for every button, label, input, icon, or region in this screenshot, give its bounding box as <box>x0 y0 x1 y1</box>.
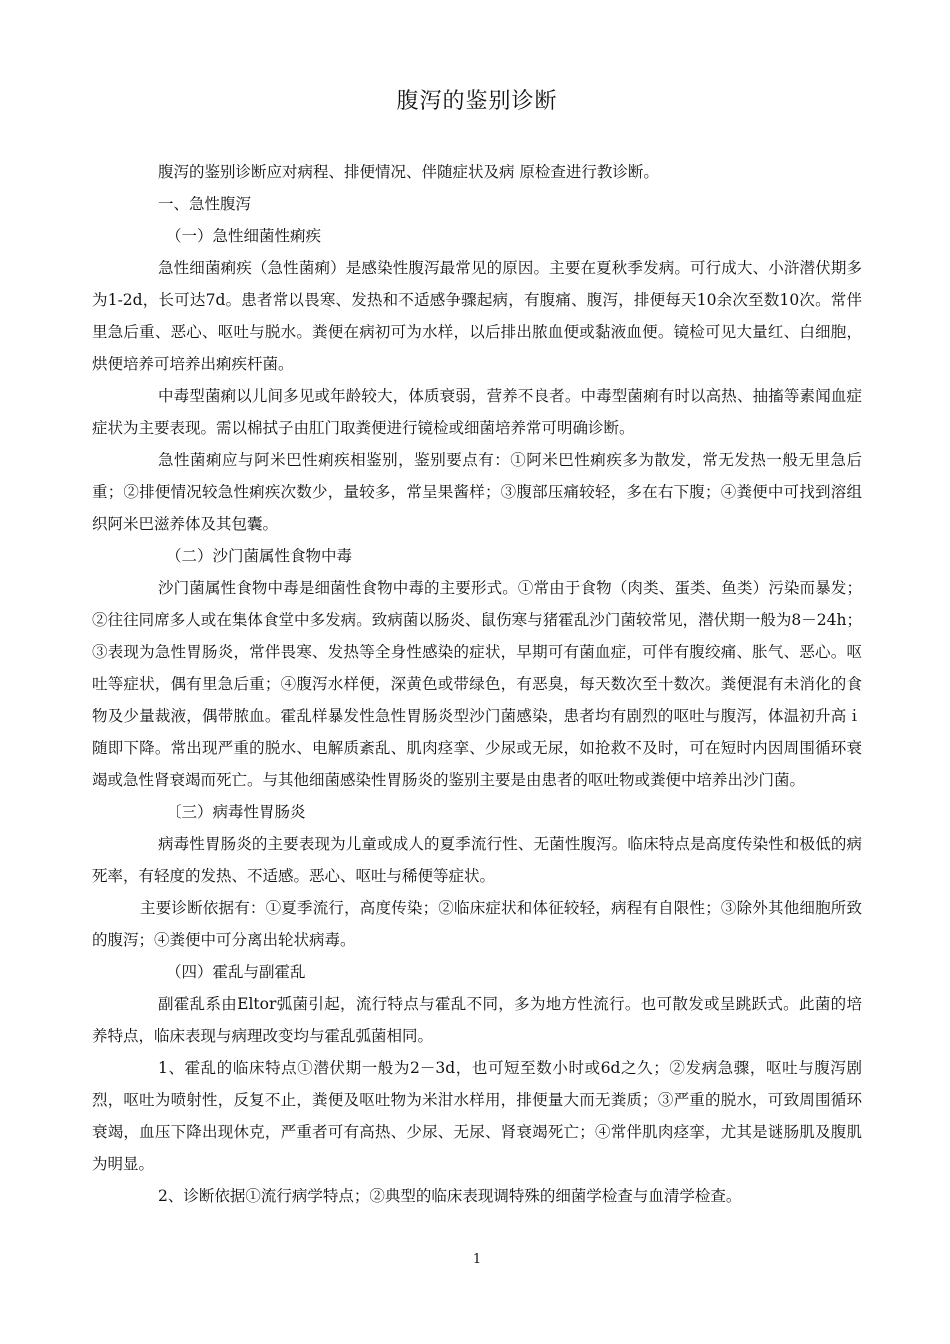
body-paragraph: 急性细菌痢疾（急性菌痢）是感染性腹泻最常见的原因。主要在夏秋季发病。可行成大、小浒潜伏期多为1-2d，长可达7d。患者常以畏寒、发热和不适感争骤起病，有腹痛、腹泻，排便每天10余次至数10次。常伴里急后重、恶心、呕吐与脱水。粪便在病初可为水样，以后排出脓血便或黏液血便。镜检可见大量红、白细胞，烘便培养可培养出痢疾杆菌。 <box>92 259 862 373</box>
subsection-heading-bacillary-dysentery: （一）急性细菌性痢疾 <box>166 227 322 245</box>
body-paragraph: 副霍乱系由Eltor弧菌引起，流行特点与霍乱不同，多为地方性流行。也可散发或呈跳跃式。此菌的培养特点，临床表现与病理改变均与霍乱弧菌相同。 <box>92 995 862 1045</box>
document-page <box>92 0 862 1344</box>
section-heading-acute-diarrhea: 一、急性腹泻 <box>158 195 252 213</box>
page-number: 1 <box>472 1252 482 1267</box>
body-paragraph: 主要诊断依据有：①夏季流行，高度传染；②临床症状和体征较轻，病程有自限性；③除外其他细胞所致的腹泻；④粪便中可分离出轮状病毒。 <box>92 899 862 949</box>
body-paragraph: 中毒型菌痢以儿间多见或年龄较大，体质衰弱，营养不良者。中毒型菌痢有时以高热、抽搐等素闻血症症状为主要表现。需以棉拭子由肛门取粪便进行镜检或细菌培养常可明确诊断。 <box>92 387 862 437</box>
body-paragraph: 2、诊断依据①流行病学特点；②典型的临床表现调特殊的细菌学检查与血清学检查。 <box>158 1187 742 1205</box>
body-paragraph: 沙门菌属性食物中毒是细菌性食物中毒的主要形式。①常由于食物（肉类、蛋类、鱼类）污染而暴发；②往往同席多人或在集体食堂中多发病。致病菌以肠炎、鼠伤寒与猪霍乱沙门菌较常见，潜伏期一般为8－24h；③表现为急性胃肠炎，常伴畏寒、发热等全身性感染的症状，早期可有菌血症，可伴有腹绞痛、胀气、恶心。呕吐等症状，偶有里急后重；④腹泻水样便，深黄色或带绿色，有恶臭，每天数次至十数次。粪便混有未消化的食物及少量裁液，偶带脓血。霍乱样暴发性急性胃肠炎型沙门菌感染，患者均有剧烈的呕吐与腹泻，体温初升高ｉ随即下降。常出现严重的脱水、电解质紊乱、肌肉痉挛、少尿或无尿，如抢救不及时，可在短时内因周围循环衰竭或急性肾衰竭而死亡。与其他细菌感染性胃肠炎的鉴别主要是由患者的呕吐物或粪便中培养出沙门菌。 <box>92 579 862 789</box>
body-paragraph: 1、霍乱的临床特点①潜伏期一般为2－3d，也可短至数小时或6d之久；②发病急骤，呕吐与腹泻剧烈，呕吐为喷射性，反复不止，粪便及呕吐物为米泔水样用，排便量大而无粪质；③严重的脱水，可致周围循环衰竭，血压下降出现休克，严重者可有高热、少尿、无尿、肾衰竭死亡；④常伴肌肉痉挛，尤其是谜肠肌及腹肌为明显。 <box>92 1059 862 1173</box>
intro-paragraph: 腹泻的鉴别诊断应对病程、排便情况、伴随症状及病 原检查进行教诊断。 <box>158 163 659 181</box>
subsection-heading-salmonella: （二）沙门菌属性食物中毒 <box>166 547 353 565</box>
body-paragraph: 病毒性胃肠炎的主要表现为儿童或成人的夏季流行性、无菌性腹泻。临床特点是高度传染性和极低的病死率，有轻度的发热、不适感。恶心、呕吐与稀便等症状。 <box>92 835 862 885</box>
document-title: 腹泻的鉴别诊断 <box>396 89 558 114</box>
subsection-heading-viral-gastroenteritis: 〔三）病毒性胃肠炎 <box>166 803 306 821</box>
subsection-heading-cholera: （四）霍乱与副霍乱 <box>166 963 306 981</box>
body-paragraph: 急性菌痢应与阿米巴性痢疾相鉴别，鉴别要点有：①阿米巴性痢疾多为散发，常无发热一般无里急后重；②排便情况较急性痢疾次数少，量较多，常呈果酱样；③腹部压痛较轻，多在右下腹；④粪便中可找到溶组织阿米巴滋养体及其包囊。 <box>92 451 862 533</box>
document-body <box>92 156 862 1212</box>
